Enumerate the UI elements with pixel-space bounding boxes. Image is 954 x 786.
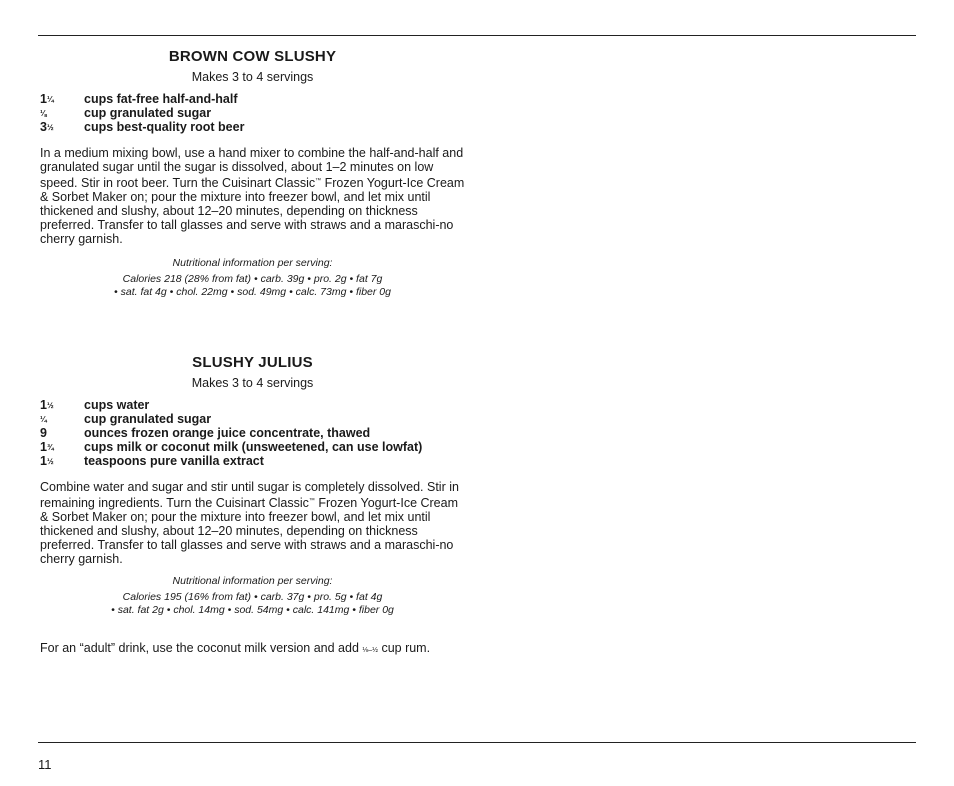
ingredient-item: ounces frozen orange juice concentrate, thawed [84,426,371,440]
ingredient-row [40,92,244,106]
ingredient-row [40,120,244,134]
ingredient-row [40,398,422,412]
recipe-method: Combine water and sugar and stir until sugar is completely dissolved. Stir in remaining ingredients. Turn the Cuisinart Classic™ Frozen Yogurt-Ice Cream & Sorbet Maker on; pour the mixture into freezer bowl, and let mix until thickened and slushy, about 12–20 minutes, depending on thickness preferred. Transfer to tall glasses and serve with straws and a maraschi-no cherry garnish. [40,480,459,566]
recipe-title: BROWN COW SLUSHY [168,48,337,65]
ingredient-quantity: 1½ [40,454,54,468]
ingredient-item: cup granulated sugar [84,412,212,426]
ingredient-item: cups water [84,398,150,412]
ingredient-item: cups best-quality root beer [84,120,245,134]
ingredient-row [40,412,422,426]
nutrition-heading: Nutritional information per serving: [172,575,333,587]
ingredient-item: cup granulated sugar [84,106,212,120]
nutrition-line: • sat. fat 2g • chol. 14mg • sod. 54mg • calc. 141mg • fiber 0g [111,604,394,616]
nutrition-line: Calories 218 (28% from fat) • carb. 39g • pro. 2g • fat 7g [122,273,383,285]
ingredient-item: cups milk or coconut milk (unsweetened, can use lowfat) [84,440,423,454]
top-rule [38,35,916,36]
ingredient-item: cups fat-free half-and-half [84,92,238,106]
ingredient-quantity: ⅛ [40,109,47,118]
ingredient-quantity: 1¼ [40,92,54,106]
ingredient-quantity: 1½ [40,398,54,412]
ingredient-quantity: 3½ [40,120,54,134]
ingredient-row [40,454,422,468]
nutrition-line: • sat. fat 4g • chol. 22mg • sod. 49mg • calc. 73mg • fiber 0g [114,286,391,298]
recipe-servings: Makes 3 to 4 servings [191,70,314,84]
ingredient-row [40,440,422,454]
ingredient-list [40,92,244,134]
adult-drink-note: For an “adult” drink, use the coconut milk version and add ⅛–½ cup rum. [40,641,431,655]
recipe-servings: Makes 3 to 4 servings [191,376,314,390]
ingredient-row [40,426,422,440]
ingredient-quantity: 1¾ [40,440,54,454]
page-number: 11 [38,757,52,772]
ingredient-row [40,106,244,120]
nutrition-heading: Nutritional information per serving: [172,257,333,269]
recipe-title: SLUSHY JULIUS [192,354,313,371]
ingredient-quantity: ¼ [40,415,47,424]
recipe-method: In a medium mixing bowl, use a hand mixer to combine the half-and-half and granulated sugar until the sugar is dissolved, about 1–2 minutes on low speed. Stir in root beer. Turn the Cuisinart Classic™ Frozen Yogurt-Ice Cream & Sorbet Maker on; pour the mixture into freezer bowl, and let mix until thickened and slushy, about 12–20 minutes, depending on thickness preferred. Transfer to tall glasses and serve with straws and a maraschi-no cherry garnish. [40,146,465,246]
ingredient-item: teaspoons pure vanilla extract [84,454,264,468]
bottom-rule [38,742,916,743]
ingredient-list [40,398,422,468]
nutrition-line: Calories 195 (16% from fat) • carb. 37g • pro. 5g • fat 4g [122,591,383,603]
ingredient-quantity: 9 [40,426,47,440]
